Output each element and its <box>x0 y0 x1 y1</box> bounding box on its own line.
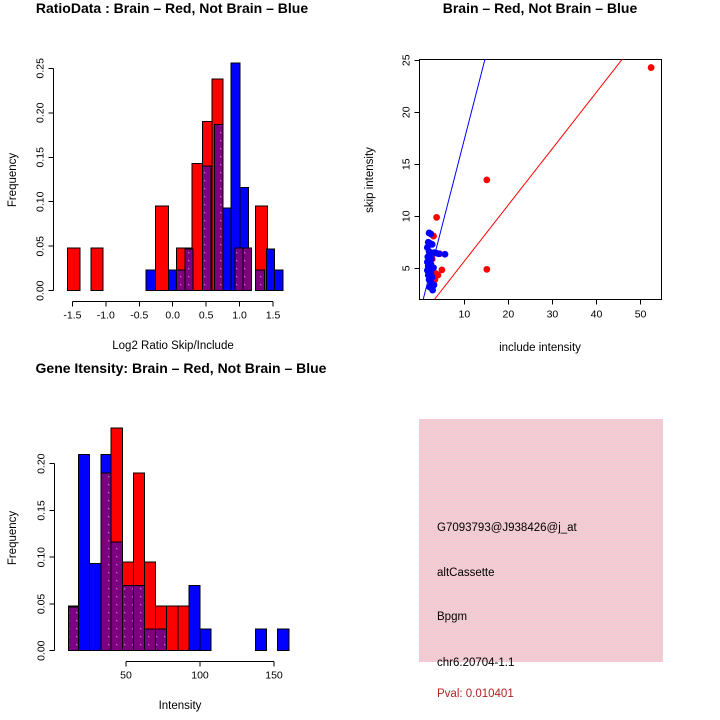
scatter-xlabel: include intensity <box>499 342 581 354</box>
x-tick-label: 1.5 <box>265 309 281 322</box>
overlap-bar <box>177 270 185 290</box>
overlap-bar <box>145 629 156 651</box>
pval: Pval: 0.010401 <box>437 688 514 700</box>
plot-box <box>419 59 661 299</box>
brain-red-point <box>483 177 490 184</box>
y-tick-label: 0.05 <box>34 236 47 257</box>
x-tick-label: 50 <box>634 308 647 321</box>
y-tick-label: 0.00 <box>35 640 48 661</box>
overlap-bar <box>156 629 167 651</box>
ratio-histogram-title: RatioData : Brain – Red, Not Brain – Blue <box>35 0 309 16</box>
panel-intensity-scatter <box>360 0 720 360</box>
brain-red-frequency-bar <box>192 163 202 290</box>
brain-red-frequency-bar <box>178 606 189 651</box>
notbrain-blue-frequency-bar <box>200 629 211 651</box>
y-tick-label: 0.15 <box>34 147 47 168</box>
notbrain-blue-frequency-bar <box>256 629 267 651</box>
y-tick-label: 0.20 <box>35 453 48 474</box>
panel-ratio-histogram <box>0 0 360 360</box>
y-tick-label: 25 <box>400 54 413 67</box>
notbrain-blue-frequency-bar <box>275 270 283 290</box>
overlap-bar <box>101 473 111 651</box>
x-tick-label: 50 <box>120 669 132 682</box>
notbrain-blue-point <box>435 250 442 257</box>
notbrain-blue-frequency-bar <box>168 270 176 290</box>
y-tick-label: 20 <box>400 106 413 119</box>
overlap-bar <box>133 585 144 650</box>
brain-red-frequency-bar <box>68 248 80 291</box>
notbrain-blue-frequency-bar <box>223 208 231 291</box>
gene-symbol: Bpgm <box>437 611 468 623</box>
scatter-title: Brain – Red, Not Brain – Blue <box>442 0 638 16</box>
gene-histogram-title: Gene Itensity: Brain – Red, Not Brain – Blue <box>35 360 327 376</box>
genomic-location: chr6.20704-1.1 <box>437 657 515 669</box>
overlap-bar <box>185 249 193 291</box>
notbrain-blue-point <box>442 251 449 258</box>
overlap-bar <box>68 607 78 651</box>
panel-gene-histogram <box>0 360 360 720</box>
y-tick-label: 0.25 <box>34 58 47 79</box>
brain-red-frequency-bar <box>167 606 178 651</box>
brain-red-point <box>648 64 655 71</box>
overlap-bar <box>256 270 265 290</box>
y-tick-label: 0.10 <box>34 191 47 212</box>
x-tick-label: 100 <box>191 669 209 682</box>
x-tick-label: -0.5 <box>130 309 149 322</box>
y-tick-label: 15 <box>400 158 413 171</box>
gene-histogram-xlabel: Intensity <box>158 700 202 712</box>
x-tick-label: 0.0 <box>165 309 181 322</box>
overlap-bar <box>243 248 251 291</box>
notbrain-blue-frequency-bar <box>189 585 200 650</box>
y-tick-label: 10 <box>400 210 413 223</box>
y-tick-label: 0.15 <box>35 500 48 521</box>
ratio-histogram-ylabel: Frequency <box>7 152 19 208</box>
x-tick-label: 40 <box>590 308 603 321</box>
overlap-bar <box>202 166 211 291</box>
notbrain-blue-point <box>425 265 432 272</box>
y-tick-label: 0.00 <box>34 280 47 301</box>
overlap-bar <box>235 248 243 291</box>
splice-type: altCassette <box>437 567 495 579</box>
x-tick-label: 150 <box>265 669 283 682</box>
y-tick-label: 0.05 <box>35 593 48 615</box>
y-tick-label: 0.20 <box>34 102 47 123</box>
gene-histogram-ylabel: Frequency <box>7 510 19 566</box>
panel-info <box>360 360 720 720</box>
x-tick-label: -1.5 <box>63 309 82 322</box>
notbrain-blue-point <box>427 231 434 238</box>
x-tick-label: 0.5 <box>198 309 214 322</box>
notbrain-blue-frequency-bar <box>79 454 90 650</box>
x-tick-label: 1.0 <box>232 309 247 322</box>
gene-histogram-plot <box>0 360 360 720</box>
notbrain-blue-frequency-bar <box>90 564 101 651</box>
probe-id: G7093793@J938426@j_at <box>437 522 577 534</box>
x-tick-label: -1.0 <box>96 309 115 322</box>
notbrain-blue-frequency-bar <box>146 270 156 290</box>
overlap-bar <box>122 585 133 650</box>
brain-red-point <box>483 266 490 273</box>
ratio-histogram-plot <box>0 0 360 360</box>
x-tick-label: 30 <box>546 308 559 321</box>
brain-red-point <box>433 214 440 221</box>
scatter-ylabel: skip intensity <box>364 147 376 213</box>
notbrain-blue-point <box>429 287 436 294</box>
y-tick-label: 0.10 <box>35 546 48 568</box>
notbrain-blue-frequency-bar <box>266 249 274 291</box>
notbrain-blue-frequency-bar <box>278 629 289 651</box>
overlap-bar <box>214 124 223 290</box>
brain-red-frequency-bar <box>91 248 103 291</box>
overlap-bar <box>111 542 122 650</box>
brain-fit-line <box>434 57 623 299</box>
x-tick-label: 20 <box>502 308 515 321</box>
scatter-plot <box>360 0 720 360</box>
ratio-histogram-xlabel: Log2 Ratio Skip/Include <box>112 340 234 352</box>
x-tick-label: 10 <box>458 308 471 321</box>
info-box <box>419 419 663 700</box>
y-tick-label: 5 <box>400 265 413 272</box>
brain-red-frequency-bar <box>156 206 169 291</box>
